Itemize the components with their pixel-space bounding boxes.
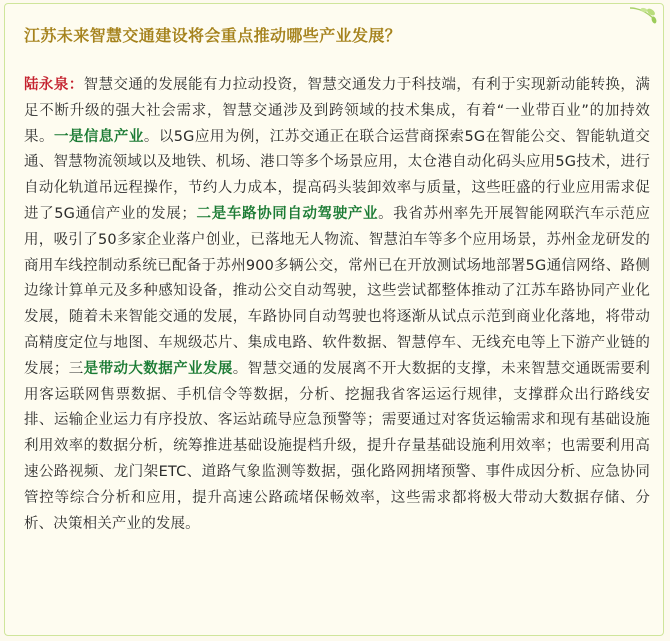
highlight-big-data-industry: 是带动大数据产业发展 [83, 360, 233, 377]
answer-text-5g: 。以5G应用为例，江苏交通正在联合运营商探索5G在智能公交、智能轨道交通、智慧物流领域以及地铁、机场、港口等多个场景应用，太仓港自动化码头应用5G技术，进行自动化轨道吊远程操作，节约人力成本，提高码头装卸效率与质量，这些旺盛的行业应用需求促进了5G通信产业的发展； [24, 128, 651, 222]
speaker-colon: ： [68, 77, 84, 93]
highlight-information-industry: 一是信息产业 [53, 128, 144, 145]
leaf-corner-icon [627, 6, 657, 32]
answer-text-intro: 智慧交通的发展能有力拉动投资，智慧交通发力于科技端，有利于实现新动能转换，满足不断升级的强大社会需求，智慧交通涉及到跨领域的技术集成，有着“一业带百业”的加持效果。 [24, 77, 650, 145]
qa-card [4, 3, 664, 636]
highlight-vehicle-road-cooperation: 二是车路协同自动驾驶产业 [196, 205, 379, 222]
answer-paragraph [24, 73, 650, 537]
question-heading: 江苏未来智慧交通建设将会重点推动哪些产业发展？ [24, 26, 402, 45]
speaker-name: 陆永泉 [24, 77, 69, 93]
answer-text-autonomous: 。我省苏州率先开展智能网联汽车示范应用，吸引了50多家企业落户创业，已落地无人物流、智慧泊车等多个应用场景，苏州金龙研发的商用车线控制动系统已配备于苏州900多辆公交，常州已在开放测试场地部署5G通信网络、路侧边缘计算单元及多种感知设备，推动公交自动驾驶，这些尝试都整体推动了江苏车路协同产业化发展，随着未来智能交通的发展，车路协同自动驾驶也将逐渐从试点示范到商业化落地，将带动高精度定位与地图、车规级芯片、集成电路、软件数据、智慧停车、无线充电等上下游产业链的发展；三 [24, 205, 650, 377]
answer-text-big-data: 。智慧交通的发展离不开大数据的支撑，未来智慧交通既需要利用客运联网售票数据、手机信令等数据，分析、挖掘我省客运运行规律，支撑群众出行路线安排、运输企业运力有序投放、客运站疏导应急预警等；需要通过对客货运输需求和现有基础设施利用效率的数据分析，统筹推进基础设施提档升级，提升存量基础设施利用效率；也需要利用高速公路视频、龙门架ETC、道路气象监测等数据，强化路网拥堵预警、事件成因分析、应急协同管控等综合分析和应用，提升高速公路疏堵保畅效率，这些需求都将极大带动大数据存储、分析、决策相关产业的发展。 [24, 360, 651, 532]
